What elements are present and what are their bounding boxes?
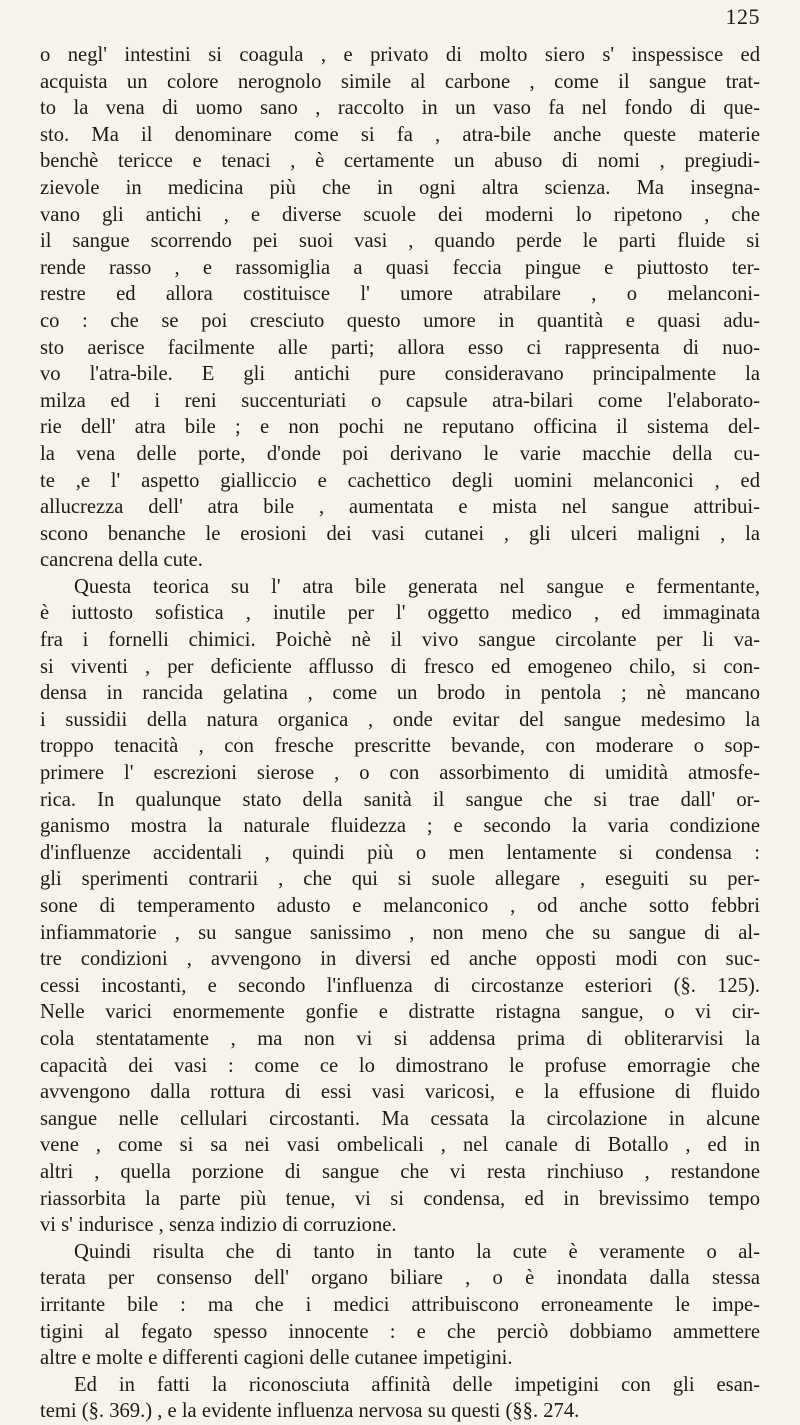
text-line: capacità dei vasi : come ce lo dimostrano le profuse emorragie che (40, 1054, 760, 1077)
text-line: rende rasso , e rassomiglia a quasi feccia pingue e piuttosto ter- (40, 256, 760, 279)
page-number: 125 (725, 4, 760, 29)
text-line: il sangue scorrendo pei suoi vasi , quando perde le parti fluide si (40, 230, 760, 253)
text-line: tigini al fegato spesso innocente : e che perciò dobbiamo ammettere (40, 1320, 760, 1343)
text-line: Nelle varici enormemente gonfie e distratte ristagna sangue, o vi cir- (40, 1001, 760, 1024)
text-line: acquista un colore nerognolo simile al carbone , come il sangue trat- (40, 70, 760, 93)
text-line: fra i fornelli chimici. Poichè nè il vivo sangue circolante per li va- (40, 629, 760, 652)
text-line: riassorbita la parte più tenue, vi si condensa, ed in brevissimo tempo (40, 1187, 760, 1210)
text-line: vo l'atra-bile. E gli antichi pure consideravano principalmente la (40, 363, 760, 386)
text-line: troppo tenacità , con fresche prescritte bevande, con moderare o sop- (40, 735, 760, 758)
text-line: o negl' intestini si coagula , e privato di molto siero s' inspessisce ed (40, 44, 760, 66)
text-line: primere l' escrezioni sierose , o con assorbimento di umidità atmosfe- (40, 762, 760, 785)
text-line: milza ed i reni succenturiati o capsule atra-bilari come l'elaborato- (40, 389, 760, 412)
paragraph (40, 42, 760, 574)
text-line: cancrena della cute. (40, 549, 203, 572)
text-line: sto. Ma il denominare come si fa , atra-bile anche queste materie (40, 123, 760, 146)
text-line: Quindi risulta che di tanto in tanto la cute è veramente o al- (74, 1240, 760, 1263)
text-line: benchè tericce e tenaci , è certamente un abuso di nomi , pregiudi- (40, 150, 760, 173)
text-line: Ed in fatti la riconosciuta affinità delle impetigini con gli esan- (74, 1373, 760, 1396)
text-line: restre ed allora costituisce l' umore atrabilare , o melanconi- (40, 283, 760, 306)
text-line: vi s' indurisce , senza indizio di corruzione. (40, 1214, 397, 1237)
text-line: Questa teorica su l' atra bile generata nel sangue e fermentante, (74, 575, 760, 598)
text-line: to la vena di uomo sano , raccolto in un vaso fa nel fondo di que- (40, 97, 760, 120)
paragraph (40, 1372, 760, 1425)
body-text (40, 42, 760, 1425)
text-line: terata per consenso dell' organo biliare , o è inondata dalla stessa (40, 1267, 760, 1290)
text-line: cola stentatamente , ma non vi si addensa prima di obliterarvisi la (40, 1027, 760, 1050)
text-line: scono benanche le erosioni dei vasi cutanei , gli ulceri maligni , la (40, 522, 760, 545)
text-line: avvengono dalla rottura di essi vasi varicosi, e la effusione di fluido (40, 1081, 760, 1104)
paragraph (40, 574, 760, 1239)
text-line: altri , quella porzione di sangue che vi resta rinchiuso , restandone (40, 1160, 760, 1183)
text-line: te ,e l' aspetto gialliccio e cachettico degli uomini melanconici , ed (40, 469, 760, 492)
text-line: gli sperimenti contrarii , che qui si suole allegare , eseguiti su per- (40, 868, 760, 891)
text-line: d'influenze accidentali , quindi più o men lentamente si condensa : (40, 841, 760, 864)
text-line: infiammatorie , su sangue sanissimo , non meno che su sangue di al- (40, 921, 760, 944)
text-line: i sussidii della natura organica , onde evitar del sangue medesimo la (40, 708, 760, 731)
text-line: irritante bile : ma che i medici attribuiscono erroneamente le impe- (40, 1293, 760, 1316)
text-line: allucrezza dell' atra bile , aumentata e mista nel sangue attribui- (40, 496, 760, 519)
text-line: sangue nelle cellulari circostanti. Ma cessata la circolazione in alcune (40, 1107, 760, 1130)
text-line: rica. In qualunque stato della sanità il sangue che si trae dall' or- (40, 788, 760, 811)
text-line: si viventi , per deficiente afflusso di fresco ed emogeneo chilo, si con- (40, 655, 760, 678)
text-line: è iuttosto sofistica , inutile per l' oggetto medico , ed immaginata (40, 602, 760, 625)
paragraph (40, 1239, 760, 1372)
text-line: vene , come si sa nei vasi ombelicali , nel canale di Botallo , ed in (40, 1134, 760, 1157)
text-line: ganismo mostra la naturale fluidezza ; e secondo la varia condizione (40, 815, 760, 838)
text-line: altre e molte e differenti cagioni delle cutanee impetigini. (40, 1347, 513, 1370)
text-line: la vena delle porte, d'onde poi derivano le varie macchie della cu- (40, 442, 760, 465)
text-line: tre condizioni , avvengono in diversi ed anche opposti modi con suc- (40, 948, 760, 971)
text-line: densa in rancida gelatina , come un brodo in pentola ; nè mancano (40, 682, 760, 705)
text-line: rie dell' atra bile ; e non pochi ne reputano officina il sistema del- (40, 416, 760, 439)
text-line: sone di temperamento adusto e melanconico , od anche sotto febbri (40, 895, 760, 917)
text-line: cessi incostanti, e secondo l'influenza di circostanze esteriori (§. 125). (40, 974, 760, 997)
text-line: vano gli antichi , e diverse scuole dei moderni lo ripetono , che (40, 203, 760, 226)
text-line: zievole in medicina più che in ogni altra scienza. Ma insegna- (40, 176, 760, 199)
text-line: temi (§. 369.) , e la evidente influenza nervosa su questi (§§. 274. (40, 1400, 580, 1423)
text-line: sto aerisce facilmente alle parti; allora esso ci rappresenta di nuo- (40, 336, 760, 359)
text-line: co : che se poi cresciuto questo umore in quantità e quasi adu- (40, 309, 760, 332)
